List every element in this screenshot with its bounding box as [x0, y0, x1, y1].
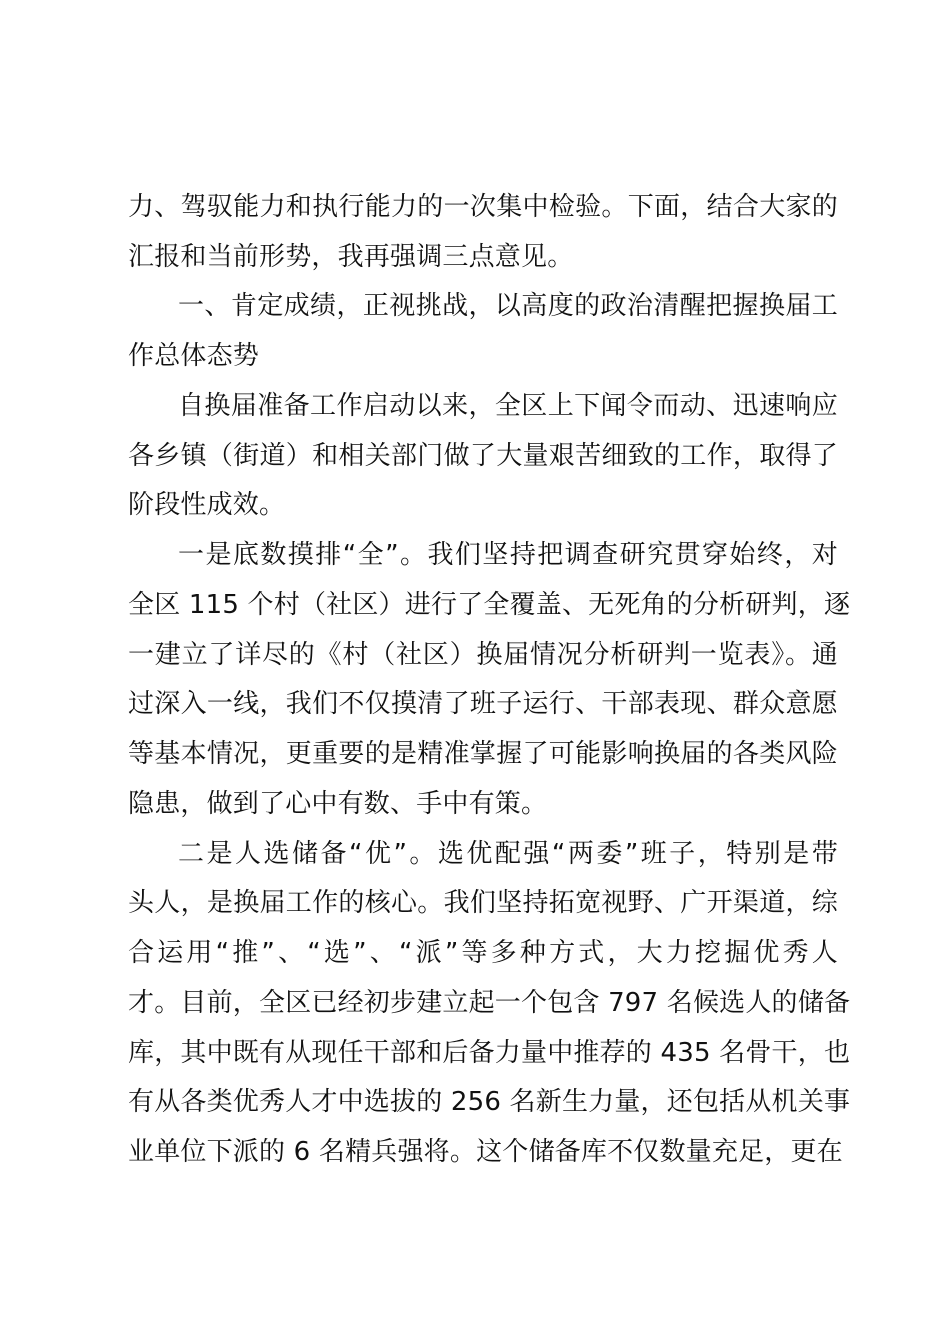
text-line: 各乡镇（街道）和相关部门做了大量艰苦细致的工作，取得了: [128, 441, 838, 471]
text-line: 二是人选储备“优”。选优配强“两委”班子，特别是带: [178, 839, 838, 869]
text-line: 自换届准备工作启动以来，全区上下闻令而动、迅速响应: [178, 391, 838, 421]
text-line: 阶段性成效。: [128, 490, 286, 520]
text-line: 才。目前，全区已经初步建立起一个包含 797 名候选人的储备: [128, 988, 851, 1018]
text-line: 过深入一线，我们不仅摸清了班子运行、干部表现、群众意愿: [128, 689, 838, 719]
text-line: 等基本情况，更重要的是精准掌握了可能影响换届的各类风险: [128, 739, 838, 769]
text-line: 力、驾驭能力和执行能力的一次集中检验。下面，结合大家的: [128, 192, 838, 222]
text-line: 业单位下派的 6 名精兵强将。这个储备库不仅数量充足，更在: [128, 1137, 843, 1167]
text-line: 有从各类优秀人才中选拔的 256 名新生力量，还包括从机关事: [128, 1087, 851, 1117]
text-line: 一建立了详尽的《村（社区）换届情况分析研判一览表》。通: [128, 640, 838, 670]
section-heading-line: 一、肯定成绩，正视挑战，以高度的政治清醒把握换届工: [178, 291, 838, 321]
text-line: 库，其中既有从现任干部和后备力量中推荐的 435 名骨干，也: [128, 1038, 851, 1068]
text-line: 隐患，做到了心中有数、手中有策。: [128, 789, 548, 819]
section-heading-line: 作总体态势: [128, 341, 260, 371]
text-line: 全区 115 个村（社区）进行了全覆盖、无死角的分析研判，逐: [128, 590, 851, 620]
text-line: 合运用“推”、“选”、“派”等多种方式，大力挖掘优秀人: [128, 938, 838, 968]
text-line: 一是底数摸排“全”。我们坚持把调查研究贯穿始终，对: [178, 540, 838, 570]
text-line: 头人，是换届工作的核心。我们坚持拓宽视野、广开渠道，综: [128, 888, 838, 918]
text-line: 汇报和当前形势，我再强调三点意见。: [128, 242, 574, 272]
